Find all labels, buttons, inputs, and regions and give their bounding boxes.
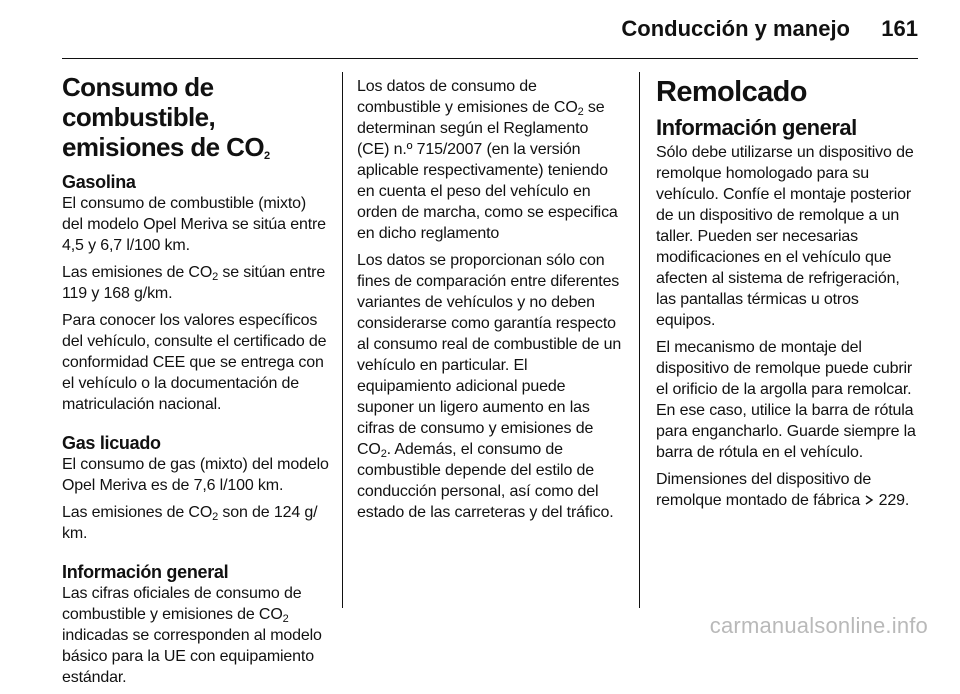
section-heading-remolcado: Remolcado [656,76,807,108]
paragraph-cifras-oficiales [62,583,330,688]
text: Los datos se proporcionan sólo con fines de comparación entre diferentes variantes de vehículos y no deben considerarse como garantía respecto al consumo real de combustible de un vehículo en particular. El equipamiento adicional puede suponer un ligero aumento en las cifras de consumo y emisiones de CO [357,252,622,458]
subscript: 2 [212,271,219,283]
subheading-informacion-general-remolcado: Información general [656,115,857,140]
running-header-title: Conducción y manejo [621,16,850,41]
paragraph-reglamento [357,76,622,244]
column-divider-1 [342,72,343,608]
subscript: 2 [282,613,289,625]
paragraph-gas-emisiones [62,502,330,544]
text: Las cifras oficiales de consumo de combustible y emisiones de CO [62,585,302,623]
subscript: 2 [212,511,219,523]
column-2 [357,76,622,529]
column-3 [656,76,922,517]
subheading-gas-licuado: Gas licuado [62,433,161,453]
text: Las emisiones de CO [62,264,213,281]
paragraph-dispositivo-homologado: Sólo debe utilizarse un dispositivo de remolque homologado para su vehículo. Confíe el montaje posterior de un dispositivo de remolque a un taller. Pueden ser necesarias modificaciones en el vehículo que afecten al sistema de refrigeración, las pantallas térmicas u otros equipos. [656,144,914,329]
text: se determinan según el Reglamento (CE) n.º 715/2007 (en la versión aplicable respectivamente) teniendo en cuenta el peso del vehículo en orden de marcha, como se especifica en dicho reglamento [357,99,618,242]
header-rule [62,58,918,59]
page-reference-arrow-icon [864,490,874,500]
column-1 [62,72,330,694]
text: Las emisiones de CO [62,504,213,521]
subscript: 2 [380,448,387,460]
watermark: carmanualsonline.info [709,613,928,638]
paragraph-gasolina-certificado: Para conocer los valores específicos del vehículo, consulte el certificado de conformidad CEE que se entrega con el vehículo o la documentación de matriculación nacional. [62,312,327,413]
paragraph-dimensiones [656,469,922,511]
paragraph-comparacion [357,250,622,523]
section-heading-consumo [62,72,330,162]
subheading-informacion-general: Información general [62,562,229,582]
paragraph-gasolina-consumo: El consumo de combustible (mixto) del modelo Opel Meriva se sitúa entre 4,5 y 6,7 l/100 km. [62,195,326,254]
subheading-gasolina: Gasolina [62,172,136,192]
heading-subscript: 2 [263,150,270,162]
heading-line-2: emisiones de CO [62,132,264,162]
text: Los datos de consumo de combustible y emisiones de CO [357,78,578,116]
page-reference-link[interactable]: 229. [878,492,910,509]
page-number: 161 [881,16,918,41]
text: indicadas se corresponden al modelo básico para la UE con equipamiento estándar. [62,627,322,686]
subscript: 2 [577,106,584,118]
paragraph-mecanismo-montaje: El mecanismo de montaje del dispositivo de remolque puede cubrir el orificio de la argolla para remolcar. En ese caso, utilice la barra de rótula para engancharlo. Guarde siempre la barra de rótula en el vehículo. [656,339,916,461]
text: se sitúan entre 119 y 168 g/km. [62,264,326,302]
text: Dimensiones del dispositivo de remolque montado de fábrica [656,471,872,509]
paragraph-gasolina-emisiones [62,262,330,304]
heading-line-1: Consumo de combustible, [62,72,216,132]
text: . Además, el consumo de combustible depende del estilo de conducción personal, así como del estado de las carreteras y del tráfico. [357,441,614,521]
paragraph-gas-consumo: El consumo de gas (mixto) del modelo Opel Meriva es de 7,6 l/100 km. [62,456,329,494]
text: son de 124 g/ km. [62,504,318,542]
column-divider-2 [639,72,640,608]
